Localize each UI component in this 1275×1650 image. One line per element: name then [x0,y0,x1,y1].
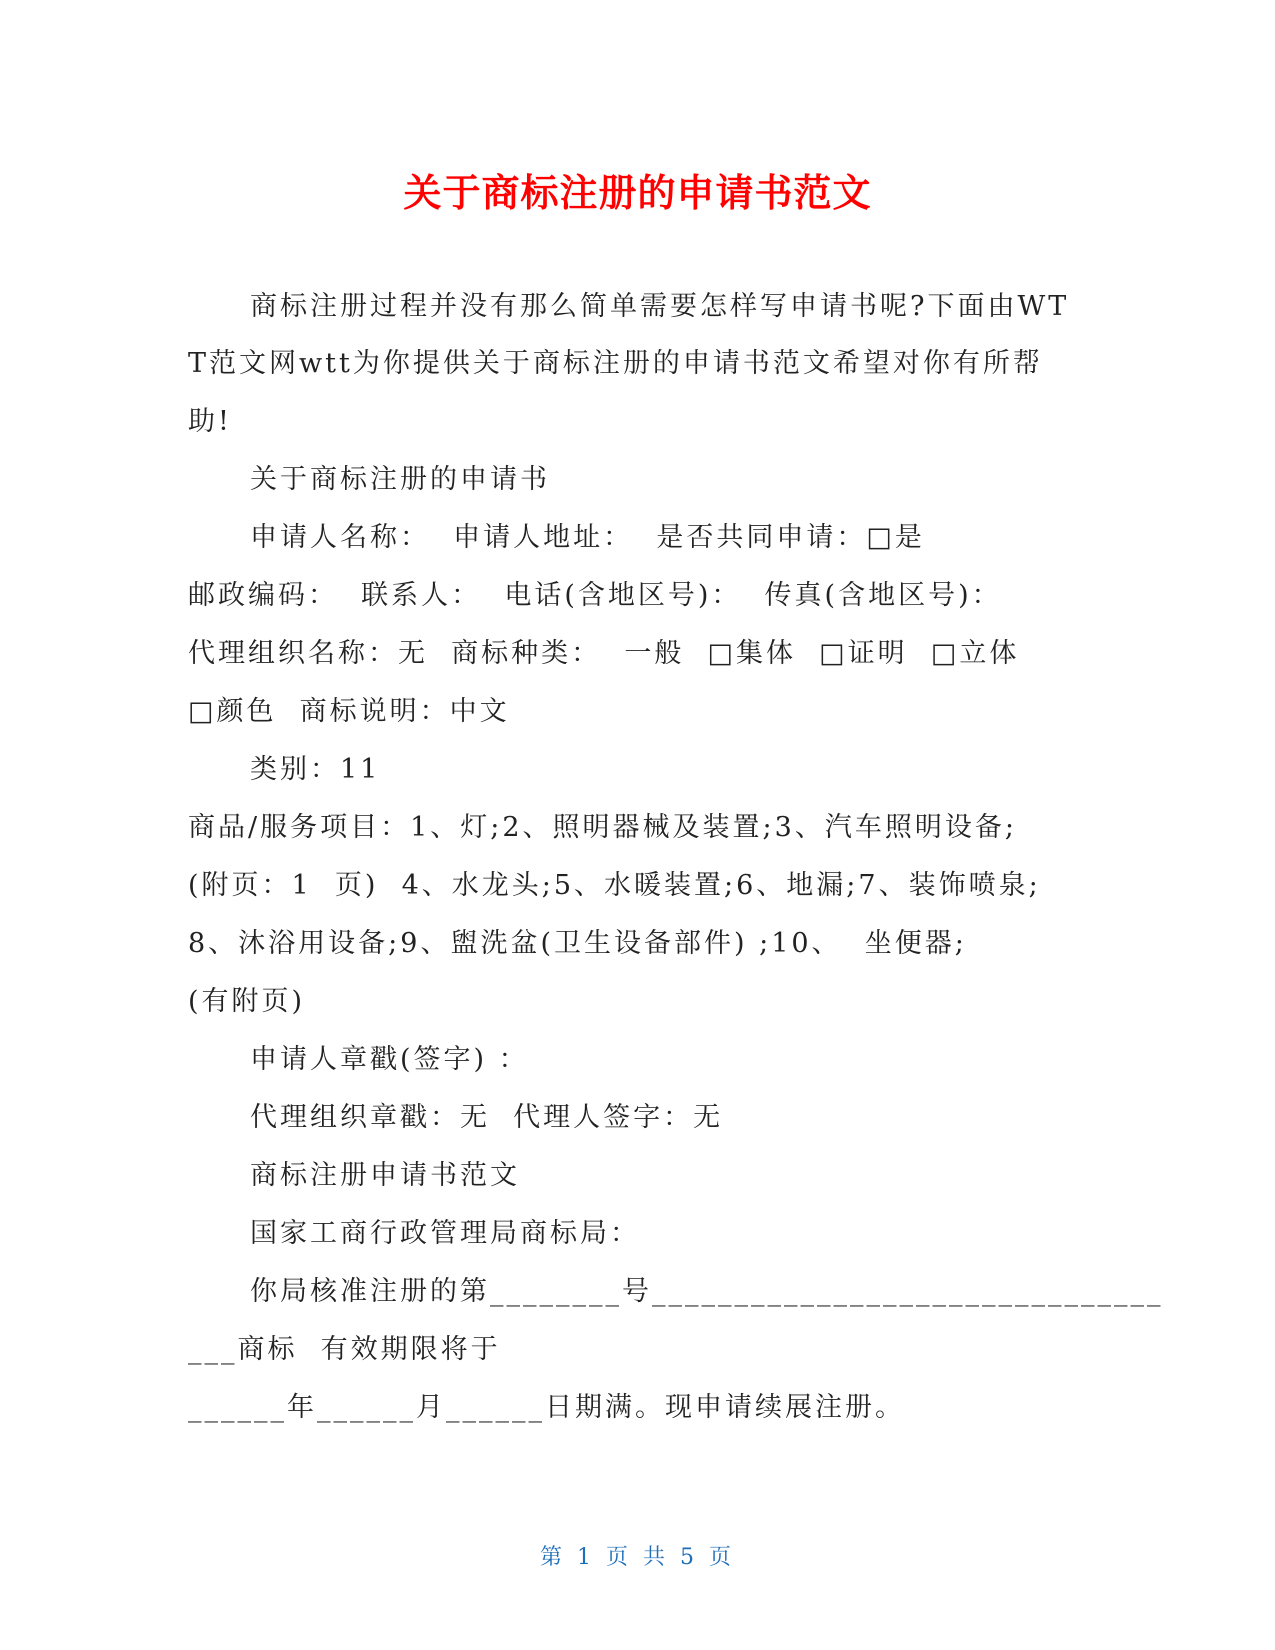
applicant-seal-line: 申请人章戳(签字) ： [250,1044,529,1075]
addressee-line: 国家工商行政管理局商标局： [250,1218,640,1249]
document-title: 关于商标注册的申请书范文 [403,171,872,215]
applicant-fields-line: 申请人名称： 申请人地址： 是否共同申请：□是 [250,522,925,553]
agency-seal-line: 代理组织章戳：无 代理人签字：无 [250,1102,724,1133]
renewal-line-2: ___商标 有效期限将于 [188,1334,501,1365]
agency-type-line: 代理组织名称：无 商标种类： 一般 □集体 □证明 □立体 [188,638,1020,669]
renewal-line-3: ______年______月______日期满。现申请续展注册。 [188,1392,905,1423]
section-heading-application: 关于商标注册的申请书 [250,464,550,495]
renewal-line-1: 你局核准注册的第________号_______________________________ [250,1276,1164,1307]
color-description-line: □颜色 商标说明：中文 [188,696,510,727]
goods-services-line-2: (附页：1 页) 4、水龙头;5、水暖装置;6、地漏;7、装饰喷泉; [188,870,1041,901]
goods-services-line-3: 8、沐浴用设备;9、盥洗盆(卫生设备部件) ;10、 坐便器; [188,928,967,959]
intro-line-2: T范文网wtt为你提供关于商标注册的申请书范文希望对你有所帮 [188,348,1043,379]
intro-line-3: 助! [188,406,232,437]
goods-services-line-1: 商品/服务项目：1、灯;2、照明器械及装置;3、汽车照明设备; [188,812,1017,843]
category-line: 类别：11 [250,754,381,785]
intro-line-1: 商标注册过程并没有那么简单需要怎样写申请书呢?下面由WT [250,291,1070,322]
section-heading-template: 商标注册申请书范文 [250,1160,520,1191]
page-indicator: 第 1 页 共 5 页 [540,1545,735,1570]
attachment-note: (有附页) [188,986,306,1017]
contact-fields-line: 邮政编码： 联系人： 电话(含地区号)： 传真(含地区号)： [188,580,1002,611]
